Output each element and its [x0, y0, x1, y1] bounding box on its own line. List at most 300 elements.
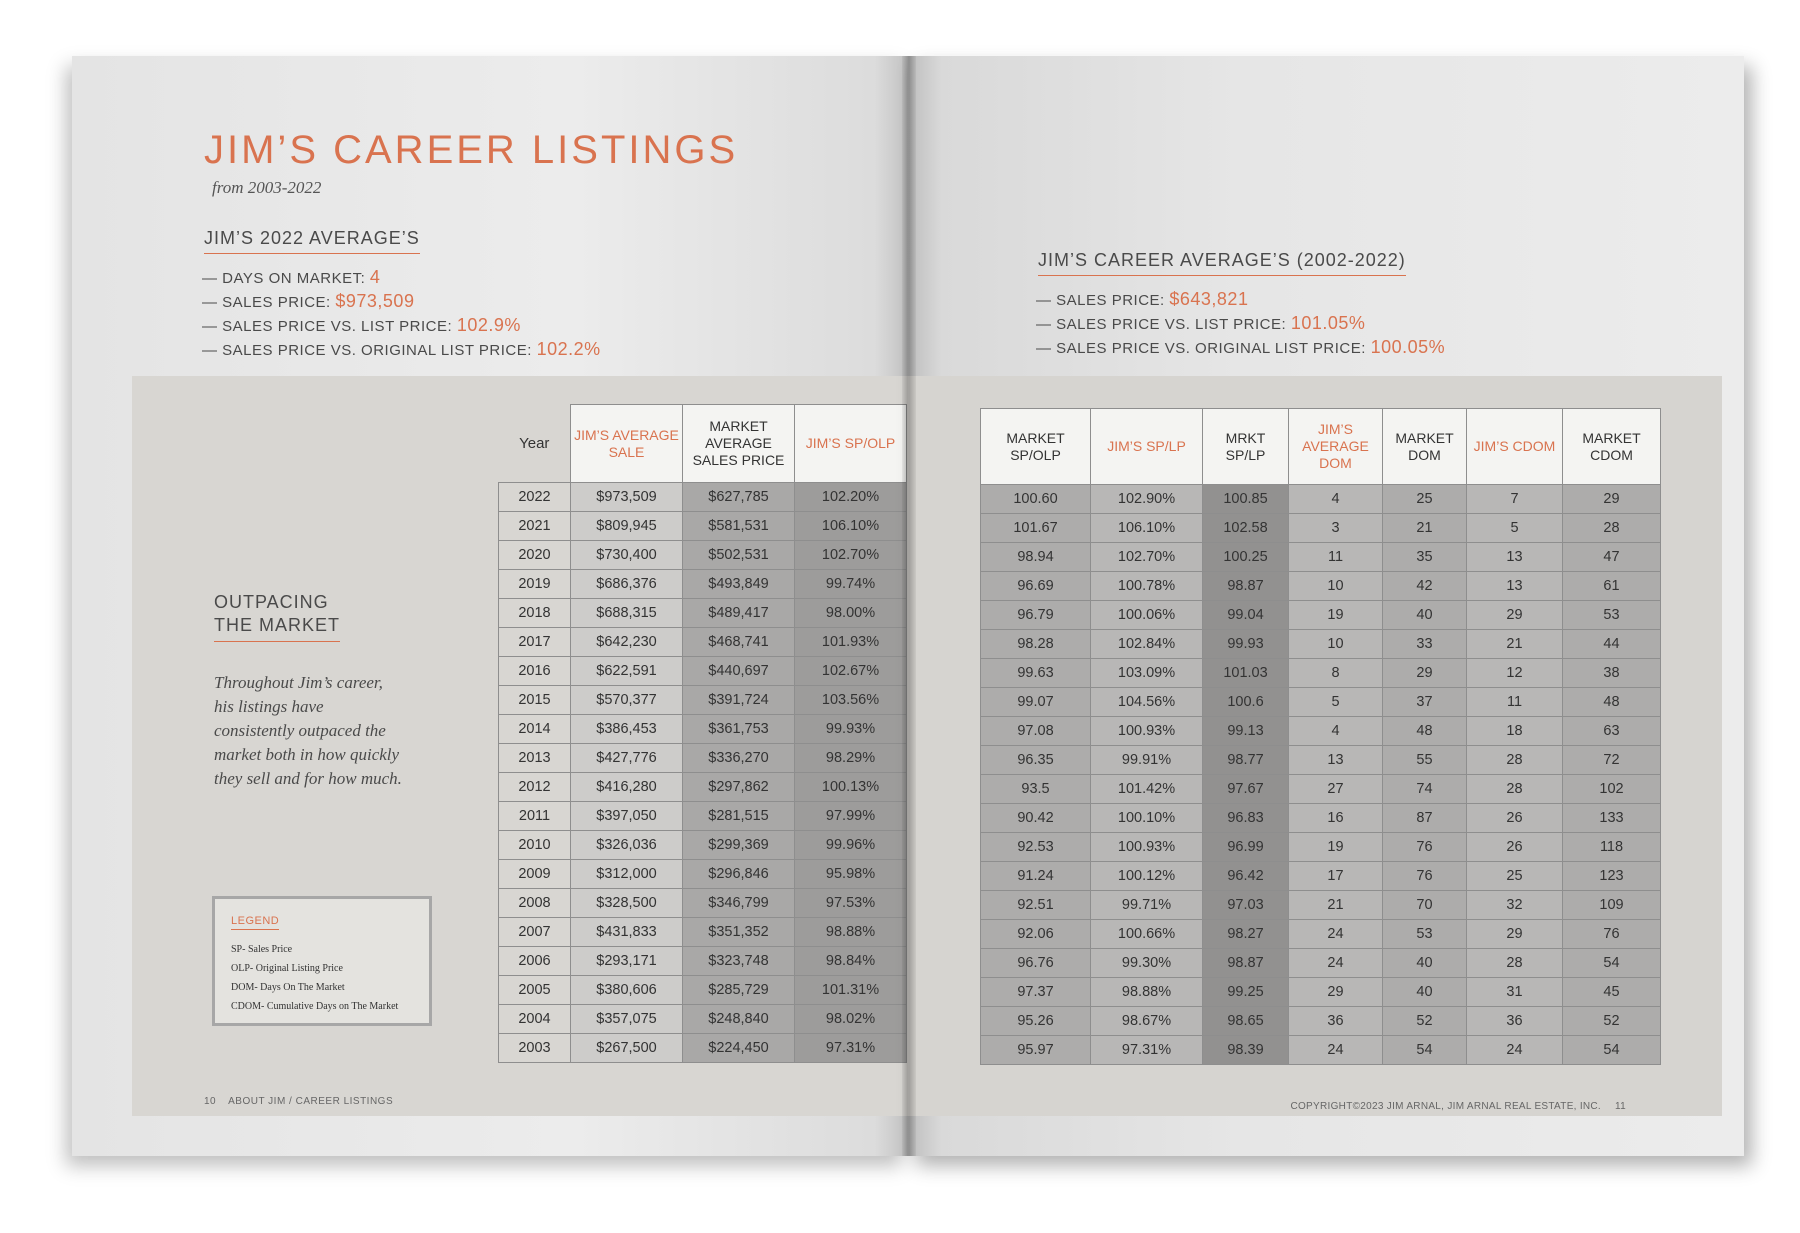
- table-cell: 98.77: [1203, 746, 1289, 775]
- table-cell: 28: [1467, 775, 1563, 804]
- table-cell: 2010: [499, 831, 571, 860]
- table-cell: $357,075: [571, 1005, 683, 1034]
- table-cell: 45: [1563, 978, 1661, 1007]
- table-cell: $248,840: [683, 1005, 795, 1034]
- table-cell: 2004: [499, 1005, 571, 1034]
- table-cell: 76: [1563, 920, 1661, 949]
- table-row: [499, 889, 907, 918]
- table-row: [981, 514, 1661, 543]
- legend-item: OLP- Original Listing Price: [231, 963, 343, 974]
- table-cell: 102.70%: [1091, 543, 1203, 572]
- table-row: [981, 688, 1661, 717]
- table-cell: 102.58: [1203, 514, 1289, 543]
- table-cell: 29: [1383, 659, 1467, 688]
- table-cell: 98.39: [1203, 1036, 1289, 1065]
- table-row: [981, 485, 1661, 514]
- table-row: [499, 976, 907, 1005]
- table-cell: 97.99%: [795, 802, 907, 831]
- career-table-right: [980, 408, 1661, 1065]
- table-cell: $386,453: [571, 715, 683, 744]
- table-cell: 102.84%: [1091, 630, 1203, 659]
- table-cell: 2022: [499, 483, 571, 512]
- table-cell: 106.10%: [1091, 514, 1203, 543]
- table-cell: 95.26: [981, 1007, 1091, 1036]
- table-cell: $581,531: [683, 512, 795, 541]
- table-cell: 102.70%: [795, 541, 907, 570]
- table-row: [981, 833, 1661, 862]
- table-cell: $361,753: [683, 715, 795, 744]
- table-cell: 101.93%: [795, 628, 907, 657]
- avg-item-days-on-market: — DAYS ON MARKET: 4: [202, 267, 381, 287]
- table-cell: 97.08: [981, 717, 1091, 746]
- table-cell: 98.65: [1203, 1007, 1289, 1036]
- col-header-mrkt-sp-lp: MRKT SP/LP: [1203, 409, 1289, 485]
- career-table-left: [498, 404, 907, 1063]
- table-cell: $224,450: [683, 1034, 795, 1063]
- table-row: [499, 831, 907, 860]
- table-cell: 118: [1563, 833, 1661, 862]
- table-row: [981, 543, 1661, 572]
- table-cell: $296,846: [683, 860, 795, 889]
- table-cell: $570,377: [571, 686, 683, 715]
- table-cell: 10: [1289, 630, 1383, 659]
- table-cell: 99.25: [1203, 978, 1289, 1007]
- career-avg-item-sales-price: — SALES PRICE: $643,821: [1036, 289, 1249, 309]
- table-cell: 98.02%: [795, 1005, 907, 1034]
- table-cell: 98.27: [1203, 920, 1289, 949]
- col-header-jims-average-sale: JIM’S AVERAGE SALE: [571, 405, 683, 483]
- table-cell: 29: [1467, 920, 1563, 949]
- legend-title: LEGEND: [231, 915, 279, 930]
- table-cell: $427,776: [571, 744, 683, 773]
- table-cell: 98.87: [1203, 949, 1289, 978]
- table-cell: 100.93%: [1091, 717, 1203, 746]
- table-cell: $328,500: [571, 889, 683, 918]
- table-cell: 53: [1563, 601, 1661, 630]
- left-folio: 10 ABOUT JIM / CAREER LISTINGS: [204, 1096, 394, 1107]
- table-cell: 53: [1383, 920, 1467, 949]
- table-row: [499, 570, 907, 599]
- table-cell: 24: [1289, 920, 1383, 949]
- table-cell: 37: [1383, 688, 1467, 717]
- col-header-market-dom: MARKET DOM: [1383, 409, 1467, 485]
- table-cell: 12: [1467, 659, 1563, 688]
- table-cell: 102: [1563, 775, 1661, 804]
- table-cell: 40: [1383, 978, 1467, 1007]
- table-cell: 74: [1383, 775, 1467, 804]
- table-row: [981, 659, 1661, 688]
- table-cell: 92.53: [981, 833, 1091, 862]
- table-cell: $489,417: [683, 599, 795, 628]
- table-cell: $686,376: [571, 570, 683, 599]
- table-cell: 13: [1467, 543, 1563, 572]
- table-cell: 93.5: [981, 775, 1091, 804]
- table-cell: 28: [1563, 514, 1661, 543]
- table-cell: 18: [1467, 717, 1563, 746]
- table-row: [981, 717, 1661, 746]
- table-cell: 97.31%: [795, 1034, 907, 1063]
- table-row: [981, 1036, 1661, 1065]
- table-cell: 2014: [499, 715, 571, 744]
- table-cell: 4: [1289, 717, 1383, 746]
- table-row: [981, 630, 1661, 659]
- table-cell: 38: [1563, 659, 1661, 688]
- table-cell: 4: [1289, 485, 1383, 514]
- table-cell: 97.31%: [1091, 1036, 1203, 1065]
- table-cell: 100.85: [1203, 485, 1289, 514]
- table-cell: 24: [1289, 949, 1383, 978]
- table-cell: 97.67: [1203, 775, 1289, 804]
- table-cell: $380,606: [571, 976, 683, 1005]
- table-cell: $351,352: [683, 918, 795, 947]
- table-row: [499, 686, 907, 715]
- table-cell: 27: [1289, 775, 1383, 804]
- table-cell: 2013: [499, 744, 571, 773]
- table-cell: 52: [1383, 1007, 1467, 1036]
- table-cell: 3: [1289, 514, 1383, 543]
- table-cell: 101.42%: [1091, 775, 1203, 804]
- table-cell: 98.88%: [1091, 978, 1203, 1007]
- table-cell: 106.10%: [795, 512, 907, 541]
- table-cell: 36: [1289, 1007, 1383, 1036]
- table-cell: 35: [1383, 543, 1467, 572]
- outpacing-heading: OUTPACING THE MARKET: [214, 591, 340, 642]
- table-cell: 102.20%: [795, 483, 907, 512]
- table-cell: 97.03: [1203, 891, 1289, 920]
- table-row: [499, 918, 907, 947]
- magazine-spread: [72, 56, 1744, 1156]
- table-cell: 91.24: [981, 862, 1091, 891]
- table-cell: $468,741: [683, 628, 795, 657]
- table-cell: 99.71%: [1091, 891, 1203, 920]
- table-cell: 2005: [499, 976, 571, 1005]
- table-row: [981, 1007, 1661, 1036]
- right-folio: COPYRIGHT©2023 JIM ARNAL, JIM ARNAL REAL ESTATE, INC. 11: [1290, 1101, 1626, 1112]
- table-cell: 100.25: [1203, 543, 1289, 572]
- table-cell: 96.83: [1203, 804, 1289, 833]
- col-header-jims-average-dom: JIM’S AVERAGE DOM: [1289, 409, 1383, 485]
- col-header-year: Year: [519, 434, 550, 452]
- table-cell: 10: [1289, 572, 1383, 601]
- table-cell: $688,315: [571, 599, 683, 628]
- col-header-jims-sp-olp: JIM’S SP/OLP: [795, 405, 907, 483]
- table-cell: 100.10%: [1091, 804, 1203, 833]
- table-cell: 16: [1289, 804, 1383, 833]
- table-cell: 28: [1467, 949, 1563, 978]
- table-cell: $642,230: [571, 628, 683, 657]
- table-cell: 13: [1467, 572, 1563, 601]
- page-subtitle: from 2003-2022: [212, 178, 322, 197]
- table-cell: 2015: [499, 686, 571, 715]
- table-cell: 55: [1383, 746, 1467, 775]
- table-cell: 25: [1383, 485, 1467, 514]
- col-header-market-sp-olp: MARKET SP/OLP: [981, 409, 1091, 485]
- table-cell: 98.94: [981, 543, 1091, 572]
- table-cell: 11: [1289, 543, 1383, 572]
- table-cell: 2003: [499, 1034, 571, 1063]
- table-cell: 11: [1467, 688, 1563, 717]
- table-cell: 133: [1563, 804, 1661, 833]
- table-cell: $299,369: [683, 831, 795, 860]
- table-cell: 21: [1383, 514, 1467, 543]
- averages-2022-heading: JIM’S 2022 AVERAGE’S: [204, 228, 420, 254]
- table-cell: $809,945: [571, 512, 683, 541]
- table-cell: 2019: [499, 570, 571, 599]
- legend-box: [212, 896, 432, 1026]
- table-cell: 21: [1289, 891, 1383, 920]
- table-cell: 123: [1563, 862, 1661, 891]
- career-avg-item-sp-vs-olp: — SALES PRICE VS. ORIGINAL LIST PRICE: 100.05%: [1036, 337, 1446, 357]
- table-cell: 101.67: [981, 514, 1091, 543]
- table-cell: 2016: [499, 657, 571, 686]
- table-cell: 26: [1467, 804, 1563, 833]
- table-cell: 99.07: [981, 688, 1091, 717]
- table-cell: 19: [1289, 601, 1383, 630]
- table-cell: 13: [1289, 746, 1383, 775]
- table-body-right: [981, 485, 1661, 1065]
- legend-item: SP- Sales Price: [231, 944, 293, 955]
- table-cell: 29: [1467, 601, 1563, 630]
- table-row: [981, 746, 1661, 775]
- table-cell: 2011: [499, 802, 571, 831]
- table-cell: 98.00%: [795, 599, 907, 628]
- table-cell: 63: [1563, 717, 1661, 746]
- table-cell: 99.93: [1203, 630, 1289, 659]
- table-cell: 29: [1563, 485, 1661, 514]
- table-cell: 98.67%: [1091, 1007, 1203, 1036]
- table-cell: 72: [1563, 746, 1661, 775]
- avg-item-sales-price: — SALES PRICE: $973,509: [202, 291, 415, 311]
- table-cell: 76: [1383, 862, 1467, 891]
- table-header-row: [499, 405, 907, 483]
- table-cell: $285,729: [683, 976, 795, 1005]
- table-cell: 100.6: [1203, 688, 1289, 717]
- table-cell: 100.12%: [1091, 862, 1203, 891]
- table-cell: $346,799: [683, 889, 795, 918]
- table-cell: 47: [1563, 543, 1661, 572]
- table-cell: $336,270: [683, 744, 795, 773]
- table-cell: 99.93%: [795, 715, 907, 744]
- table-cell: 109: [1563, 891, 1661, 920]
- table-cell: $493,849: [683, 570, 795, 599]
- avg-item-sp-vs-lp: — SALES PRICE VS. LIST PRICE: 102.9%: [202, 315, 521, 335]
- table-cell: 28: [1467, 746, 1563, 775]
- table-row: [499, 947, 907, 976]
- table-cell: 61: [1563, 572, 1661, 601]
- table-cell: 100.66%: [1091, 920, 1203, 949]
- table-row: [499, 657, 907, 686]
- table-cell: 40: [1383, 949, 1467, 978]
- table-cell: 2020: [499, 541, 571, 570]
- table-row: [981, 949, 1661, 978]
- table-cell: 99.30%: [1091, 949, 1203, 978]
- table-row: [499, 483, 907, 512]
- table-cell: 96.99: [1203, 833, 1289, 862]
- table-cell: $431,833: [571, 918, 683, 947]
- table-row: [499, 628, 907, 657]
- table-cell: 99.91%: [1091, 746, 1203, 775]
- table-cell: 96.76: [981, 949, 1091, 978]
- table-cell: 40: [1383, 601, 1467, 630]
- table-cell: 98.29%: [795, 744, 907, 773]
- table-cell: 95.98%: [795, 860, 907, 889]
- table-cell: 104.56%: [1091, 688, 1203, 717]
- table-cell: 2012: [499, 773, 571, 802]
- table-row: [499, 1034, 907, 1063]
- career-averages-heading: JIM’S CAREER AVERAGE’S (2002-2022): [1038, 250, 1406, 276]
- table-cell: $297,862: [683, 773, 795, 802]
- left-page: [72, 56, 908, 1156]
- table-cell: 8: [1289, 659, 1383, 688]
- table-cell: $312,000: [571, 860, 683, 889]
- table-cell: 98.84%: [795, 947, 907, 976]
- col-header-jims-cdom: JIM’S CDOM: [1467, 409, 1563, 485]
- table-row: [981, 601, 1661, 630]
- legend-item: DOM- Days On The Market: [231, 982, 345, 993]
- table-cell: 48: [1563, 688, 1661, 717]
- table-row: [499, 773, 907, 802]
- table-cell: $391,724: [683, 686, 795, 715]
- table-cell: 2006: [499, 947, 571, 976]
- table-body-left: [499, 483, 907, 1063]
- table-cell: $323,748: [683, 947, 795, 976]
- career-avg-item-sp-vs-lp: — SALES PRICE VS. LIST PRICE: 101.05%: [1036, 313, 1366, 333]
- table-cell: 100.06%: [1091, 601, 1203, 630]
- table-cell: 99.74%: [795, 570, 907, 599]
- table-cell: 31: [1467, 978, 1563, 1007]
- table-cell: 70: [1383, 891, 1467, 920]
- table-cell: 52: [1563, 1007, 1661, 1036]
- table-cell: 21: [1467, 630, 1563, 659]
- table-cell: 96.35: [981, 746, 1091, 775]
- table-row: [981, 978, 1661, 1007]
- table-row: [499, 802, 907, 831]
- table-cell: 100.78%: [1091, 572, 1203, 601]
- table-cell: $622,591: [571, 657, 683, 686]
- table-cell: $293,171: [571, 947, 683, 976]
- table-cell: $730,400: [571, 541, 683, 570]
- table-cell: $326,036: [571, 831, 683, 860]
- table-cell: 98.87: [1203, 572, 1289, 601]
- table-cell: 54: [1563, 1036, 1661, 1065]
- table-row: [981, 862, 1661, 891]
- table-row: [981, 572, 1661, 601]
- table-row: [499, 744, 907, 773]
- table-cell: 100.13%: [795, 773, 907, 802]
- table-cell: 98.88%: [795, 918, 907, 947]
- table-row: [981, 920, 1661, 949]
- table-cell: 54: [1383, 1036, 1467, 1065]
- table-cell: 92.06: [981, 920, 1091, 949]
- table-cell: 99.63: [981, 659, 1091, 688]
- table-cell: 95.97: [981, 1036, 1091, 1065]
- table-cell: $973,509: [571, 483, 683, 512]
- table-cell: 103.09%: [1091, 659, 1203, 688]
- table-cell: 24: [1289, 1036, 1383, 1065]
- averages-2022-list: [202, 266, 601, 362]
- table-cell: 2008: [499, 889, 571, 918]
- table-row: [981, 804, 1661, 833]
- table-header-row: [981, 409, 1661, 485]
- table-cell: 97.37: [981, 978, 1091, 1007]
- table-cell: 2018: [499, 599, 571, 628]
- table-row: [981, 891, 1661, 920]
- outpacing-body: Throughout Jim’s career, his listings have consistently outpaced the market both in how quickly they sell and for how much.: [214, 673, 402, 788]
- table-cell: 99.13: [1203, 717, 1289, 746]
- table-cell: $416,280: [571, 773, 683, 802]
- table-row: [981, 775, 1661, 804]
- table-cell: 87: [1383, 804, 1467, 833]
- table-cell: 7: [1467, 485, 1563, 514]
- table-row: [499, 512, 907, 541]
- table-row: [499, 599, 907, 628]
- table-cell: 76: [1383, 833, 1467, 862]
- table-cell: 2017: [499, 628, 571, 657]
- table-cell: 36: [1467, 1007, 1563, 1036]
- col-header-market-cdom: MARKET CDOM: [1563, 409, 1661, 485]
- table-cell: 92.51: [981, 891, 1091, 920]
- table-cell: 2009: [499, 860, 571, 889]
- table-cell: 29: [1289, 978, 1383, 1007]
- table-cell: 100.93%: [1091, 833, 1203, 862]
- table-cell: 100.60: [981, 485, 1091, 514]
- table-cell: 26: [1467, 833, 1563, 862]
- page-title: JIM’S CAREER LISTINGS: [204, 128, 739, 172]
- table-cell: 33: [1383, 630, 1467, 659]
- table-row: [499, 715, 907, 744]
- table-cell: 32: [1467, 891, 1563, 920]
- table-row: [499, 1005, 907, 1034]
- table-cell: 2021: [499, 512, 571, 541]
- table-cell: 102.90%: [1091, 485, 1203, 514]
- col-header-jims-sp-lp: JIM’S SP/LP: [1091, 409, 1203, 485]
- table-cell: 42: [1383, 572, 1467, 601]
- table-cell: 103.56%: [795, 686, 907, 715]
- table-cell: $440,697: [683, 657, 795, 686]
- table-cell: 48: [1383, 717, 1467, 746]
- table-cell: 99.96%: [795, 831, 907, 860]
- table-cell: 90.42: [981, 804, 1091, 833]
- table-cell: $397,050: [571, 802, 683, 831]
- book-spine: [902, 56, 916, 1156]
- table-cell: $267,500: [571, 1034, 683, 1063]
- right-page: [908, 56, 1744, 1156]
- table-cell: 101.31%: [795, 976, 907, 1005]
- table-cell: $502,531: [683, 541, 795, 570]
- career-averages-list: [1036, 288, 1445, 360]
- table-cell: 101.03: [1203, 659, 1289, 688]
- table-cell: 25: [1467, 862, 1563, 891]
- table-cell: 97.53%: [795, 889, 907, 918]
- table-cell: 96.79: [981, 601, 1091, 630]
- table-cell: 19: [1289, 833, 1383, 862]
- table-row: [499, 541, 907, 570]
- table-cell: 17: [1289, 862, 1383, 891]
- table-cell: 5: [1467, 514, 1563, 543]
- table-cell: $627,785: [683, 483, 795, 512]
- table-cell: 96.69: [981, 572, 1091, 601]
- table-cell: 44: [1563, 630, 1661, 659]
- table-row: [499, 860, 907, 889]
- table-cell: 54: [1563, 949, 1661, 978]
- col-header-market-average-sales-price: MARKET AVERAGE SALES PRICE: [683, 405, 795, 483]
- table-cell: $281,515: [683, 802, 795, 831]
- table-cell: 96.42: [1203, 862, 1289, 891]
- table-cell: 98.28: [981, 630, 1091, 659]
- table-cell: 24: [1467, 1036, 1563, 1065]
- legend-item: CDOM- Cumulative Days on The Market: [231, 1001, 399, 1012]
- avg-item-sp-vs-olp: — SALES PRICE VS. ORIGINAL LIST PRICE: 102.2%: [202, 339, 601, 359]
